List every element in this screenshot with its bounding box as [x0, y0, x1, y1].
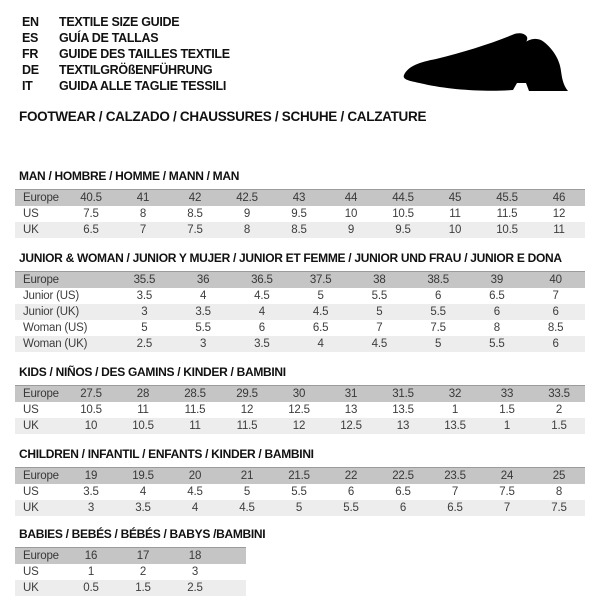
size-value-cell: 11.5: [496, 208, 518, 220]
size-value-cell: 11: [449, 208, 461, 220]
size-value-cell: 6: [347, 486, 355, 498]
size-value-cell: 31: [325, 386, 377, 403]
size-value-cell: 4.5: [187, 486, 203, 498]
size-value-cell: 8.5: [273, 222, 325, 238]
size-value-cell: 7: [376, 322, 383, 334]
size-value-cell: 4: [233, 304, 292, 320]
size-value-cell: 11.5: [184, 404, 206, 416]
table-row: [15, 484, 585, 500]
size-value-cell: 5.5: [291, 486, 307, 498]
row-label: US: [23, 486, 39, 498]
table-row: [15, 288, 585, 304]
size-value-cell: 3: [191, 566, 199, 578]
size-value-cell: 11: [533, 222, 585, 238]
row-label: UK: [15, 418, 65, 434]
table-row: [15, 500, 585, 516]
language-code: DE: [22, 63, 39, 77]
size-value-cell: 1: [451, 404, 459, 416]
table-row: [15, 402, 585, 418]
size-value-cell: 6: [258, 322, 265, 334]
size-value-cell: 3.5: [174, 304, 233, 320]
size-value-cell: 5.5: [325, 500, 377, 516]
spacer-cell: [221, 580, 246, 596]
table-row: [15, 320, 585, 336]
size-value-cell: 3.5: [233, 336, 292, 352]
size-value-cell: 7: [481, 500, 533, 516]
size-value-cell: 1.5: [117, 580, 169, 596]
size-value-cell: 44.5: [377, 190, 429, 207]
size-value-cell: 23.5: [429, 468, 481, 485]
size-table: [15, 189, 585, 238]
size-value-cell: 3.5: [136, 290, 153, 302]
language-label: GUÍA DE TALLAS: [59, 31, 159, 45]
size-value-cell: 28: [117, 386, 169, 403]
size-value-cell: 2: [139, 566, 147, 578]
row-label: Europe: [15, 548, 65, 565]
size-value-cell: 5: [317, 290, 324, 302]
language-label: GUIDE DES TAILLES TEXTILE: [59, 47, 230, 61]
size-value-cell: 4.5: [350, 336, 409, 352]
size-table: [15, 385, 585, 434]
size-value-cell: 3: [174, 336, 233, 352]
size-tables: [15, 170, 585, 596]
size-table: [15, 467, 585, 516]
size-value-cell: 12: [273, 418, 325, 434]
size-value-cell: 13.5: [429, 418, 481, 434]
language-code: FR: [22, 47, 39, 61]
size-value-cell: 9: [243, 208, 251, 220]
size-table-section: [15, 252, 585, 352]
table-row: [15, 418, 585, 434]
table-title: BABIES / BEBÉS / BÉBÉS / BABYS /BAMBINI: [19, 527, 266, 541]
size-value-cell: 4: [169, 500, 221, 516]
size-table-section: [15, 448, 585, 516]
row-label: Europe: [15, 272, 115, 289]
language-code: ES: [22, 31, 39, 45]
size-value-cell: 6.5: [65, 222, 117, 238]
size-value-cell: 6: [526, 304, 585, 320]
size-value-cell: 6.5: [395, 486, 411, 498]
size-value-cell: 16: [65, 548, 117, 565]
size-value-cell: 1.5: [533, 418, 585, 434]
size-value-cell: 8.5: [547, 322, 564, 334]
size-value-cell: 2.5: [169, 580, 221, 596]
table-header-row: [15, 548, 246, 565]
size-value-cell: 24: [481, 468, 533, 485]
size-value-cell: 7.5: [169, 222, 221, 238]
size-value-cell: 45: [429, 190, 481, 207]
size-value-cell: 11: [137, 404, 149, 416]
size-value-cell: 6: [377, 500, 429, 516]
size-value-cell: 2.5: [115, 336, 174, 352]
size-value-cell: 12.5: [325, 418, 377, 434]
size-value-cell: 21: [221, 468, 273, 485]
table-header-row: [15, 468, 585, 485]
size-value-cell: 10.5: [80, 404, 102, 416]
size-value-cell: 3: [115, 304, 174, 320]
size-value-cell: 8: [221, 222, 273, 238]
size-value-cell: 37.5: [291, 272, 350, 289]
size-value-cell: 12.5: [288, 404, 310, 416]
row-label: Junior (UK): [15, 304, 115, 320]
row-label: Europe: [15, 386, 65, 403]
size-value-cell: 8: [139, 208, 147, 220]
size-value-cell: 7.5: [83, 208, 99, 220]
row-label: US: [23, 404, 39, 416]
size-value-cell: 10: [344, 208, 358, 220]
size-value-cell: 3: [65, 500, 117, 516]
size-value-cell: 12: [552, 208, 566, 220]
size-value-cell: 22.5: [377, 468, 429, 485]
size-value-cell: 13: [344, 404, 358, 416]
size-value-cell: 4: [139, 486, 147, 498]
size-value-cell: 43: [273, 190, 325, 207]
size-value-cell: 19.5: [117, 468, 169, 485]
size-value-cell: 5: [243, 486, 251, 498]
size-value-cell: 39: [468, 272, 527, 289]
row-label: UK: [15, 580, 65, 596]
size-value-cell: 27.5: [65, 386, 117, 403]
size-value-cell: 36: [174, 272, 233, 289]
language-code: EN: [22, 15, 39, 29]
size-value-cell: 5.5: [468, 336, 527, 352]
size-value-cell: 10.5: [392, 208, 414, 220]
size-value-cell: 7: [117, 222, 169, 238]
size-value-cell: 3.5: [117, 500, 169, 516]
size-value-cell: 5.5: [195, 322, 211, 334]
spacer-cell: [221, 548, 246, 565]
size-value-cell: 1.5: [499, 404, 515, 416]
size-value-cell: 46: [533, 190, 585, 207]
table-header-row: [15, 190, 585, 207]
size-value-cell: 10: [429, 222, 481, 238]
size-value-cell: 21.5: [273, 468, 325, 485]
row-label: Europe: [15, 468, 65, 485]
size-value-cell: 8: [555, 486, 563, 498]
size-value-cell: 22: [325, 468, 377, 485]
table-title: JUNIOR & WOMAN / JUNIOR Y MUJER / JUNIOR ET FEMME / JUNIOR UND FRAU / JUNIOR E DONA: [19, 251, 562, 265]
size-value-cell: 1: [481, 418, 533, 434]
size-value-cell: 5: [273, 500, 325, 516]
size-value-cell: 4: [200, 290, 207, 302]
size-value-cell: 29.5: [221, 386, 273, 403]
size-value-cell: 42.5: [221, 190, 273, 207]
size-value-cell: 38: [350, 272, 409, 289]
size-value-cell: 7.5: [533, 500, 585, 516]
size-value-cell: 33.5: [533, 386, 585, 403]
size-table-section: [15, 170, 585, 238]
size-table-section: [15, 528, 585, 596]
size-value-cell: 7.5: [430, 322, 446, 334]
size-value-cell: 13.5: [392, 404, 414, 416]
table-row: [15, 336, 585, 352]
size-value-cell: 6.5: [429, 500, 481, 516]
row-label: Europe: [15, 190, 65, 207]
size-value-cell: 6: [468, 304, 527, 320]
table-row: [15, 580, 246, 596]
size-value-cell: 11: [169, 418, 221, 434]
table-title: CHILDREN / INFANTIL / ENFANTS / KINDER / BAMBINI: [19, 447, 314, 461]
row-label: Woman (US): [23, 322, 88, 334]
size-value-cell: 3.5: [83, 486, 99, 498]
table-title: KIDS / NIÑOS / DES GAMINS / KINDER / BAMBINI: [19, 365, 286, 379]
language-code: IT: [22, 79, 33, 93]
size-value-cell: 8.5: [187, 208, 203, 220]
table-row: [15, 206, 585, 222]
size-value-cell: 6.5: [312, 322, 329, 334]
size-value-cell: 44: [325, 190, 377, 207]
table-row: [15, 564, 246, 580]
size-value-cell: 7.5: [499, 486, 515, 498]
row-label: Junior (US): [23, 290, 79, 302]
table-row: [15, 222, 585, 238]
size-value-cell: 38.5: [409, 272, 468, 289]
size-value-cell: 19: [65, 468, 117, 485]
language-label: TEXTILGRÖßENFÜHRUNG: [59, 63, 213, 77]
size-value-cell: 40: [526, 272, 585, 289]
size-value-cell: 32: [429, 386, 481, 403]
size-value-cell: 7: [451, 486, 459, 498]
size-value-cell: 45.5: [481, 190, 533, 207]
size-value-cell: 31.5: [377, 386, 429, 403]
language-row: [22, 14, 585, 30]
size-value-cell: 5.5: [371, 290, 388, 302]
size-value-cell: 13: [377, 418, 429, 434]
size-value-cell: 18: [169, 548, 221, 565]
row-label: UK: [15, 222, 65, 238]
size-value-cell: 9.5: [377, 222, 429, 238]
category-title: FOOTWEAR / CALZADO / CHAUSSURES / SCHUHE / CALZATURE: [19, 109, 427, 124]
size-value-cell: 33: [481, 386, 533, 403]
dress-shoe-icon: [402, 33, 578, 93]
size-value-cell: 5.5: [409, 304, 468, 320]
size-value-cell: 40.5: [65, 190, 117, 207]
size-value-cell: 20: [169, 468, 221, 485]
size-value-cell: 36.5: [233, 272, 292, 289]
size-value-cell: 2: [555, 404, 563, 416]
size-value-cell: 12: [240, 404, 254, 416]
size-value-cell: 28.5: [169, 386, 221, 403]
table-header-row: [15, 272, 585, 289]
language-label: TEXTILE SIZE GUIDE: [59, 15, 180, 29]
size-value-cell: 6: [435, 290, 442, 302]
size-value-cell: 9.5: [291, 208, 307, 220]
size-value-cell: 5: [350, 304, 409, 320]
size-value-cell: 7: [552, 290, 559, 302]
size-value-cell: 1: [87, 566, 95, 578]
size-value-cell: 41: [117, 190, 169, 207]
size-value-cell: 4.5: [291, 304, 350, 320]
size-value-cell: 6: [526, 336, 585, 352]
size-value-cell: 4.5: [254, 290, 270, 302]
size-value-cell: 17: [117, 548, 169, 565]
size-value-cell: 11.5: [221, 418, 273, 434]
size-value-cell: 30: [273, 386, 325, 403]
size-value-cell: 6.5: [489, 290, 505, 302]
table-row: [15, 304, 585, 320]
row-label: UK: [15, 500, 65, 516]
size-table: [15, 547, 246, 596]
size-value-cell: 9: [325, 222, 377, 238]
row-label: Woman (UK): [15, 336, 115, 352]
spacer-cell: [221, 564, 246, 580]
size-value-cell: 5: [141, 322, 148, 334]
table-header-row: [15, 386, 585, 403]
language-label: GUIDA ALLE TAGLIE TESSILI: [59, 79, 227, 93]
size-value-cell: 4.5: [221, 500, 273, 516]
size-value-cell: 8: [493, 322, 500, 334]
table-title: MAN / HOMBRE / HOMME / MANN / MAN: [19, 169, 240, 183]
size-value-cell: 4: [291, 336, 350, 352]
row-label: US: [23, 208, 39, 220]
size-table: [15, 271, 585, 352]
size-value-cell: 35.5: [115, 272, 174, 289]
size-value-cell: 5: [409, 336, 468, 352]
size-value-cell: 10: [65, 418, 117, 434]
row-label: US: [23, 566, 39, 578]
size-table-section: [15, 366, 585, 434]
size-value-cell: 25: [533, 468, 585, 485]
size-value-cell: 10.5: [117, 418, 169, 434]
size-value-cell: 0.5: [65, 580, 117, 596]
size-value-cell: 42: [169, 190, 221, 207]
size-value-cell: 10.5: [481, 222, 533, 238]
